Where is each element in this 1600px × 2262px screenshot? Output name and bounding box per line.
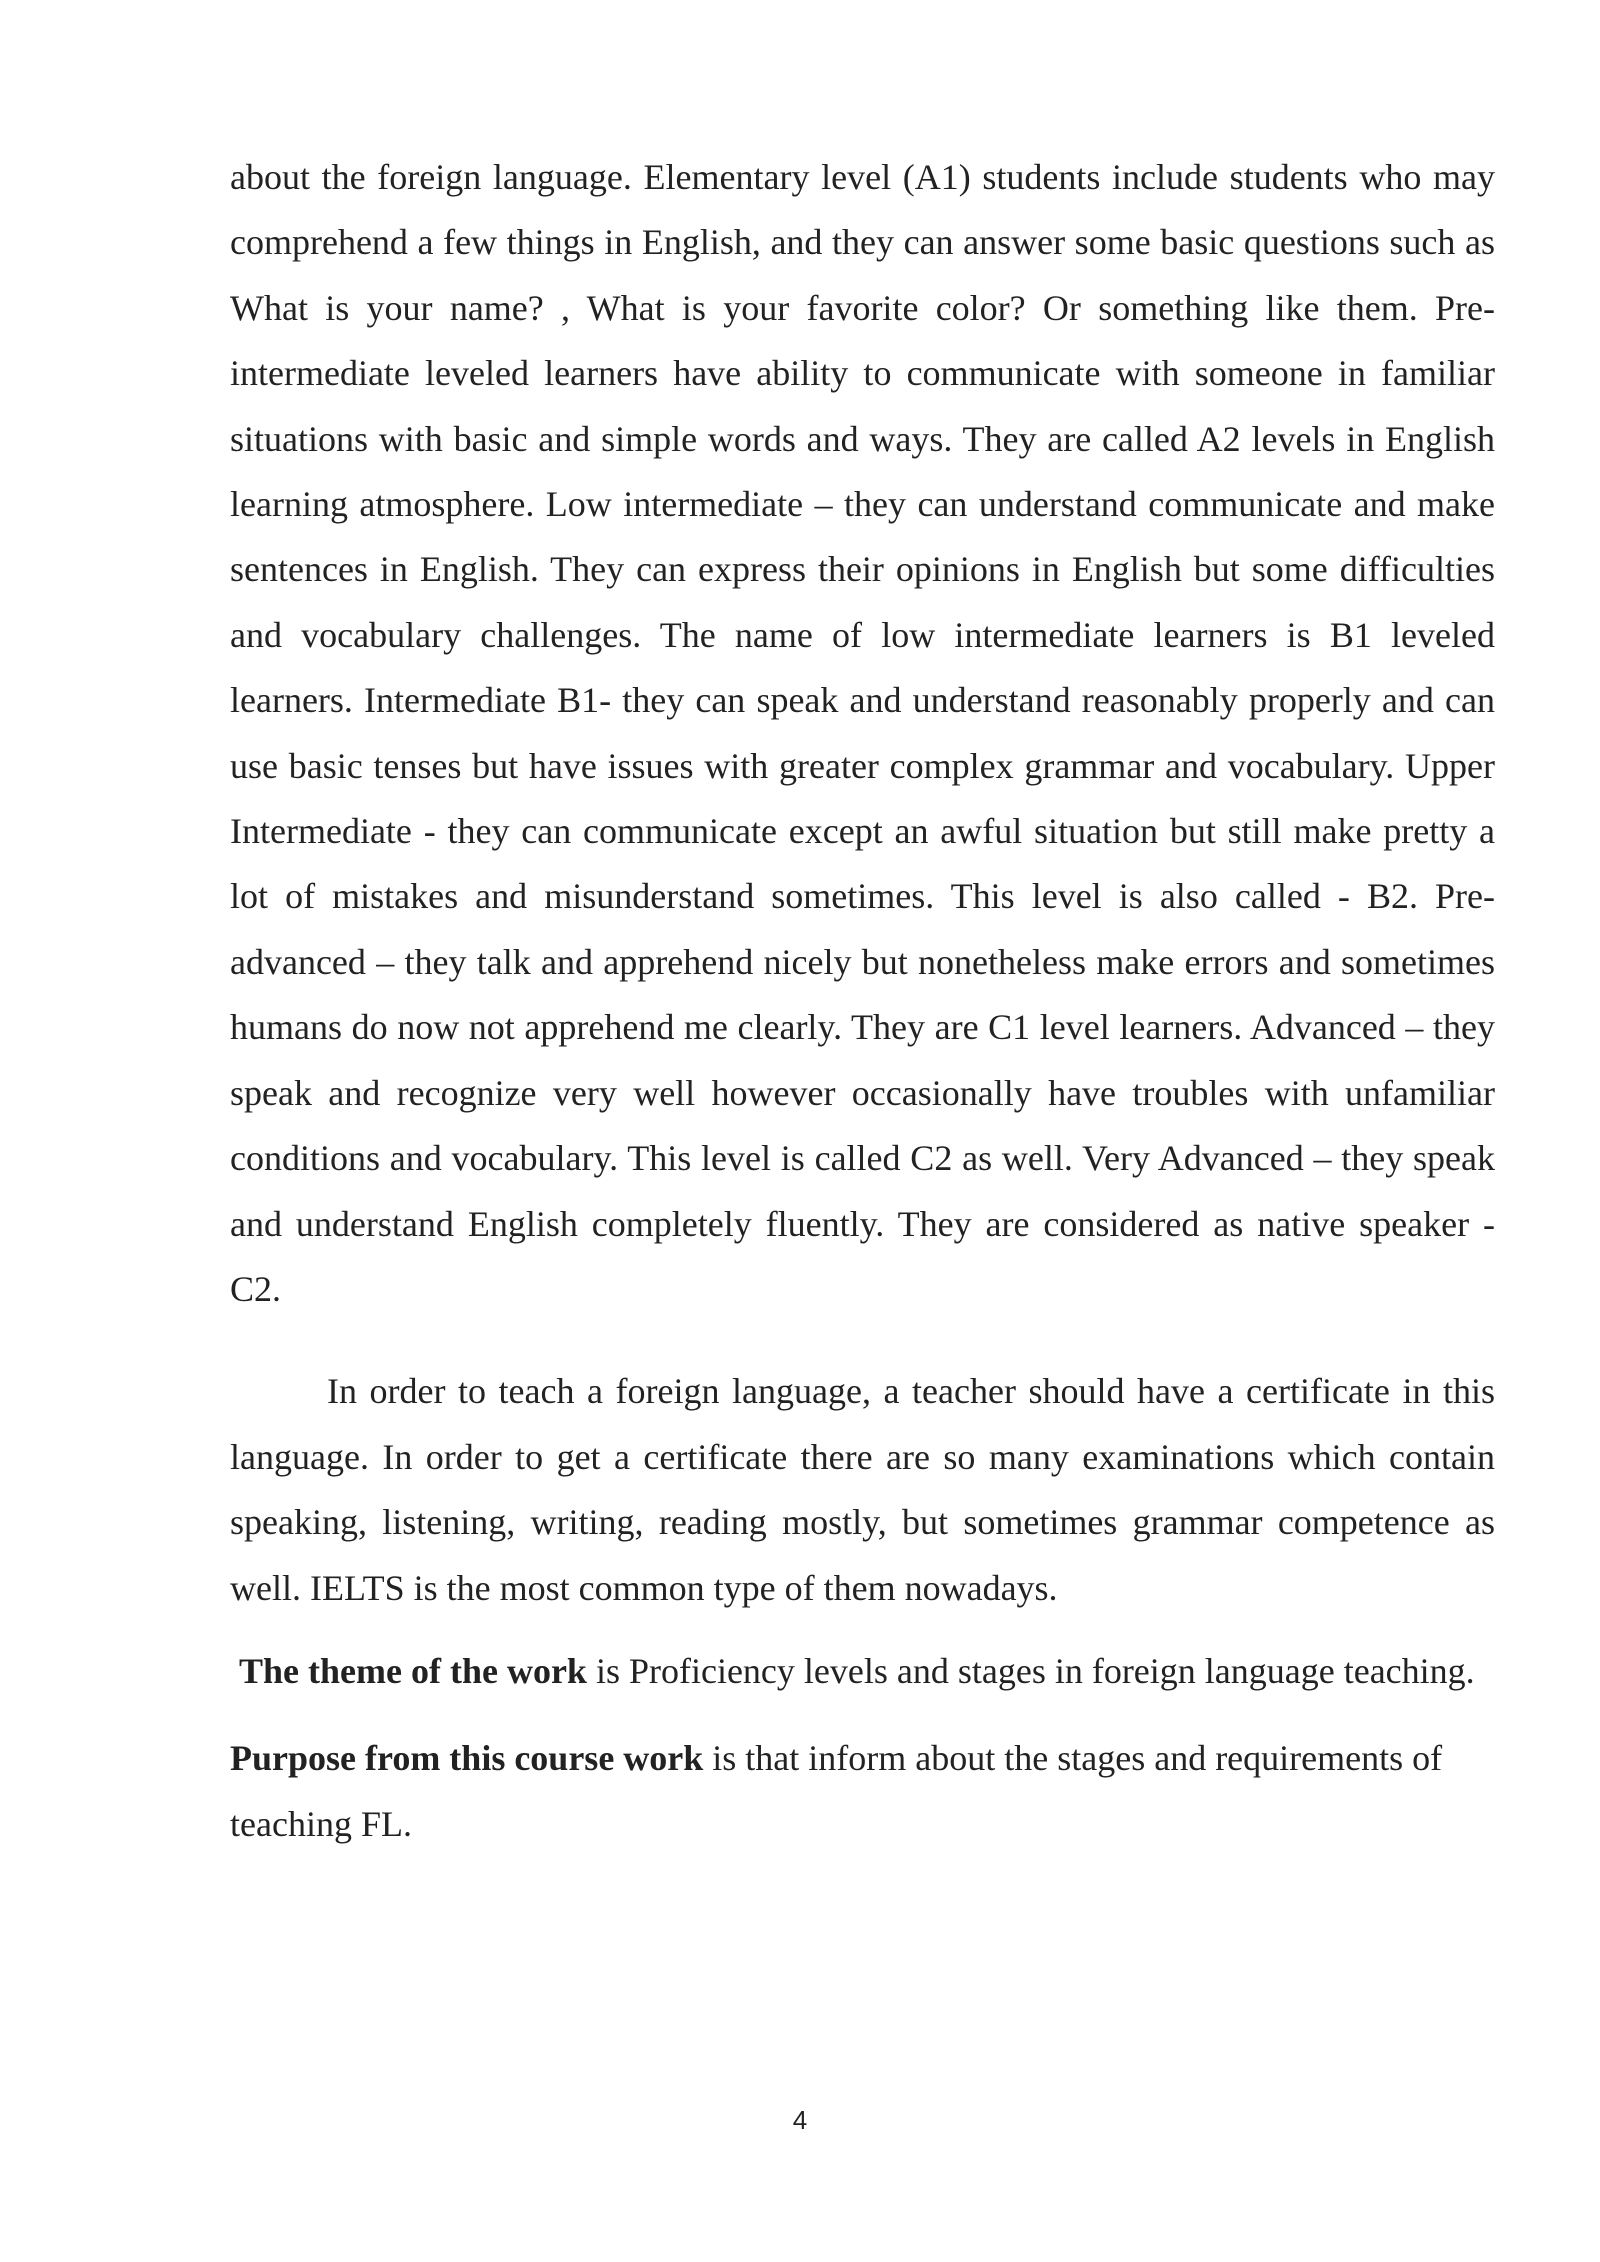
purpose-label: Purpose from this course work bbox=[230, 1738, 704, 1779]
theme-label: The theme of the work bbox=[239, 1650, 587, 1691]
purpose-text: is that inform about the stages and requirements of teaching FL. bbox=[230, 1738, 1443, 1844]
theme-statement bbox=[230, 1639, 1495, 1704]
purpose-statement bbox=[230, 1726, 1495, 1857]
paragraph-certificate: In order to teach a foreign language, a teacher should have a certificate in this language. In order to get a certificate there are so many examinations which contain speaking, listening, writing, reading mostly, but sometimes grammar competence as well. IELTS is the most common type of them nowadays. bbox=[230, 1371, 1495, 1608]
document-body bbox=[230, 145, 1495, 1857]
theme-text: is Proficiency levels and stages in foreign language teaching. bbox=[586, 1650, 1475, 1691]
page-number: 4 bbox=[792, 2105, 808, 2135]
paragraph-proficiency-levels: about the foreign language. Elementary level (A1) students include students who may comprehend a few things in English, and they can answer some basic questions such as What is your name? , What is your favorite color? Or something like them. Pre-intermediate leveled learners have ability to communicate with someone in familiar situations with basic and simple words and ways. They are called A2 levels in English learning atmosphere. Low intermediate – they can understand communicate and make sentences in English. They can express their opinions in English but some difficulties and vocabulary challenges. The name of low intermediate learners is B1 leveled learners. Intermediate B1- they can speak and understand reasonably properly and can use basic tenses but have issues with greater complex grammar and vocabulary. Upper Intermediate - they can communicate except an awful situation but still make pretty a lot of mistakes and misunderstand sometimes. This level is also called - B2. Pre-advanced – they talk and apprehend nicely but nonetheless make errors and sometimes humans do now not apprehend me clearly. They are C1 level learners. Advanced – they speak and recognize very well however occasionally have troubles with unfamiliar conditions and vocabulary. This level is called C2 as well. Very Advanced – they speak and understand English completely fluently. They are considered as native speaker - C2. bbox=[230, 157, 1495, 1309]
